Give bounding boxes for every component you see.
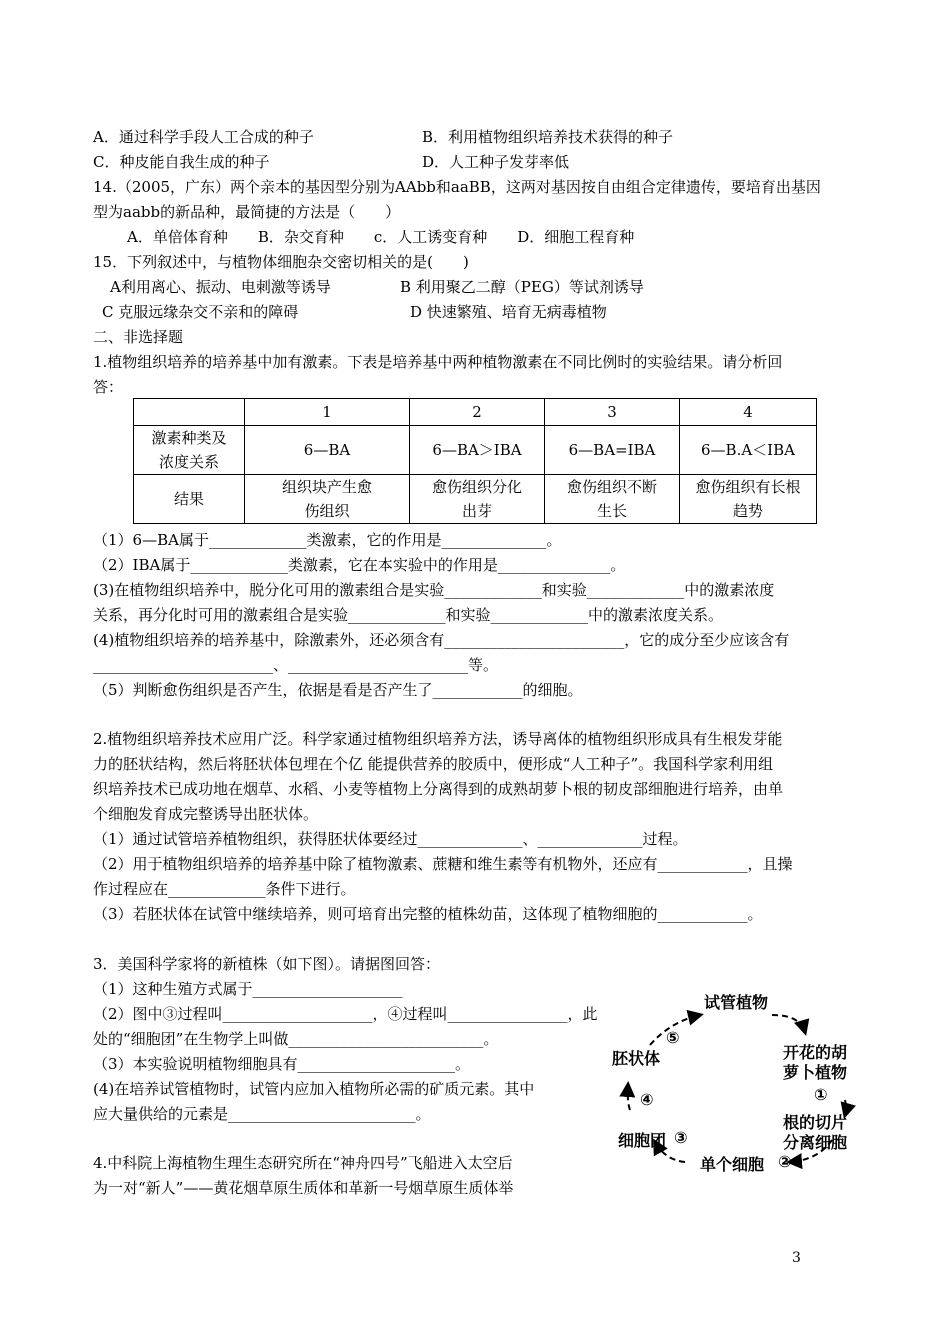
arrow-top-right: [772, 1015, 805, 1032]
table-cell: 6—BA: [245, 426, 410, 475]
q14-options: A．单倍体育种 B．杂交育种 c．人工诱变育种 D．细胞工程育种: [127, 228, 635, 246]
p3-question-2-line1: （2）图中③过程叫____________________，④过程叫________________，此: [93, 1005, 598, 1023]
section-title: 二、非选择题: [93, 328, 184, 346]
p3-intro: 3．美国科学家将的新植株（如下图）。请据图回答：: [93, 955, 441, 973]
cell-line: 出芽: [461, 502, 492, 520]
step-2-number: ②: [778, 1152, 792, 1171]
p1-question-4-line2: ________________________、________________________等。: [93, 656, 499, 674]
label-cell-cluster: 细胞团: [618, 1131, 667, 1150]
table-header-4: 4: [680, 399, 817, 426]
cell-line: 愈伤组织分化: [431, 478, 522, 496]
label-single-cell: 单个细胞: [700, 1155, 765, 1174]
label-root-slice-line2: 分离细胞: [783, 1133, 848, 1152]
table-header-empty: [134, 399, 245, 426]
table-header-3: 3: [545, 399, 680, 426]
q14-stem-line1: 14.（2005，广东）两个亲本的基因型分别为AAbb和aaBB，这两对基因按自由组合定律遗传，要培育出基因: [93, 178, 821, 196]
step-3-number: ③: [674, 1128, 688, 1147]
label-flowering-carrot-line1: 开花的胡: [783, 1043, 848, 1062]
table-cell: [680, 475, 817, 524]
q15-option-a: A利用离心、振动、电刺激等诱导: [110, 278, 331, 296]
q15-option-d: D 快速繁殖、培育无病毒植物: [410, 303, 607, 321]
p2-question-3: （3）若胚状体在试管中继续培养，则可培育出完整的植株幼苗，这体现了植物细胞的____________。: [93, 905, 763, 923]
q13-option-d: D．人工种子发芽率低: [422, 153, 570, 171]
arrow-left: [628, 1085, 630, 1110]
q15-option-b: B 利用聚乙二醇（PEG）等试剂诱导: [400, 278, 644, 296]
row-label-line2: 浓度关系: [158, 453, 219, 471]
table-cell: 6—B.A＜IBA: [680, 426, 817, 475]
p1-question-4-line1: (4)植物组织培养的培养基中，除激素外，还必须含有________________________，它的成分至少应该含有: [93, 631, 790, 649]
q15-stem: 15．下列叙述中，与植物体细胞杂交密切相关的是( ): [93, 253, 469, 271]
q13-option-a: A．通过科学手段人工合成的种子: [93, 128, 314, 146]
table-cell: [410, 475, 545, 524]
p2-intro-line4: 个细胞发育成完整诱导出胚状体。: [93, 805, 319, 823]
cell-line: 趋势: [732, 502, 763, 520]
cell-line: 愈伤组织有长根: [695, 478, 801, 496]
cell-line: 愈伤组织不断: [566, 478, 657, 496]
p1-question-2: （2）IBA属于_____________类激素，它在本实验中的作用是_______________。: [93, 556, 626, 574]
table-row-label-hormone: [134, 426, 245, 475]
p1-intro-line2: 答：: [93, 378, 124, 396]
p1-question-3-line1: (3)在植物组织培养中，脱分化可用的激素组合是实验_____________和实验_____________中的激素浓度: [93, 581, 775, 599]
p1-intro-line1: 1.植物组织培养的培养基中加有激素。下表是培养基中两种植物激素在不同比例时的实验结果。请分析回: [93, 353, 783, 371]
q14-stem-line2: 型为aabb的新品种，最简捷的方法是（ ）: [93, 203, 401, 221]
table-header-2: 2: [410, 399, 545, 426]
p3-question-2-line2: 处的“细胞团”在生物学上叫做__________________________。: [93, 1030, 499, 1048]
p2-intro-line1: 2.植物组织培养技术应用广泛。科学家通过植物组织培养方法，诱导离体的植物组织形成具有生根发芽能: [93, 730, 783, 748]
p3-question-3: （3）本实验说明植物细胞具有_____________________。: [93, 1055, 471, 1073]
p1-question-1: （1）6—BA属于_____________类激素，它的作用是______________。: [93, 531, 562, 549]
label-flowering-carrot-line2: 萝卜植物: [783, 1063, 848, 1082]
p4-line1: 4.中科院上海植物生理生态研究所在“神舟四号”飞船进入太空后: [93, 1154, 513, 1172]
table-cell: [545, 475, 680, 524]
table-header-1: 1: [245, 399, 410, 426]
q13-option-c: C．种皮能自我生成的种子: [93, 153, 270, 171]
step-5-number: ⑤: [666, 1028, 680, 1047]
q15-option-c: C 克服远缘杂交不亲和的障碍: [102, 303, 299, 321]
p4-line2: 为一对“新人”——黄花烟草原生质体和革新一号烟草原生质体举: [93, 1179, 514, 1197]
table-cell: 6—BA=IBA: [545, 426, 680, 475]
label-embryoid: 胚状体: [612, 1049, 661, 1068]
p2-intro-line2: 力的胚状结构，然后将胚状体包埋在个亿 能提供营养的胶质中，便形成“人工种子”。我国科学家利用组: [93, 755, 774, 773]
p3-question-1: （1）这种生殖方式属于____________________: [93, 980, 403, 998]
row-label-line1: 激素种类及: [151, 429, 227, 447]
step-1-number: ①: [814, 1085, 828, 1104]
table-cell: [245, 475, 410, 524]
table-row-label-result: 结果: [134, 475, 245, 524]
cell-line: 生长: [596, 502, 627, 520]
hormone-results-table: [133, 398, 817, 524]
page-number: 3: [792, 1250, 801, 1266]
plant-cloning-cycle-diagram: [600, 990, 870, 1180]
label-root-slice-line1: 根的切片: [783, 1113, 848, 1132]
table-cell: 6—BA＞IBA: [410, 426, 545, 475]
p2-question-1: （1）通过试管培养植物组织，获得胚状体要经过______________、______________过程。: [93, 830, 688, 848]
p1-question-3-line2: 关系，再分化时可用的激素组合是实验_____________和实验_____________中的激素浓度关系。: [93, 606, 724, 624]
cell-line: 伤组织: [304, 502, 350, 520]
p3-question-4-line2: 应大量供给的元素是_________________________。: [93, 1105, 431, 1123]
label-test-tube-plant: 试管植物: [704, 993, 769, 1012]
cell-line: 组织块产生愈: [281, 478, 372, 496]
q13-option-b: B．利用植物组织培养技术获得的种子: [422, 128, 674, 146]
p1-question-5: （5）判断愈伤组织是否产生，依据是看是否产生了____________的细胞。: [93, 681, 583, 699]
p3-question-4-line1: (4)在培养试管植物时，试管内应加入植物所必需的矿质元素。其中: [93, 1080, 535, 1098]
p2-question-2-line1: （2）用于植物组织培养的培养基中除了植物激素、蔗糖和维生素等有机物外，还应有____________，且操: [93, 855, 793, 873]
p2-intro-line3: 织培养技术已成功地在烟草、水稻、小麦等植物上分离得到的成熟胡萝卜根的韧皮部细胞进行培养，由单: [93, 780, 784, 798]
p2-question-2-line2: 作过程应在_____________条件下进行。: [93, 880, 356, 898]
step-4-number: ④: [640, 1090, 654, 1109]
